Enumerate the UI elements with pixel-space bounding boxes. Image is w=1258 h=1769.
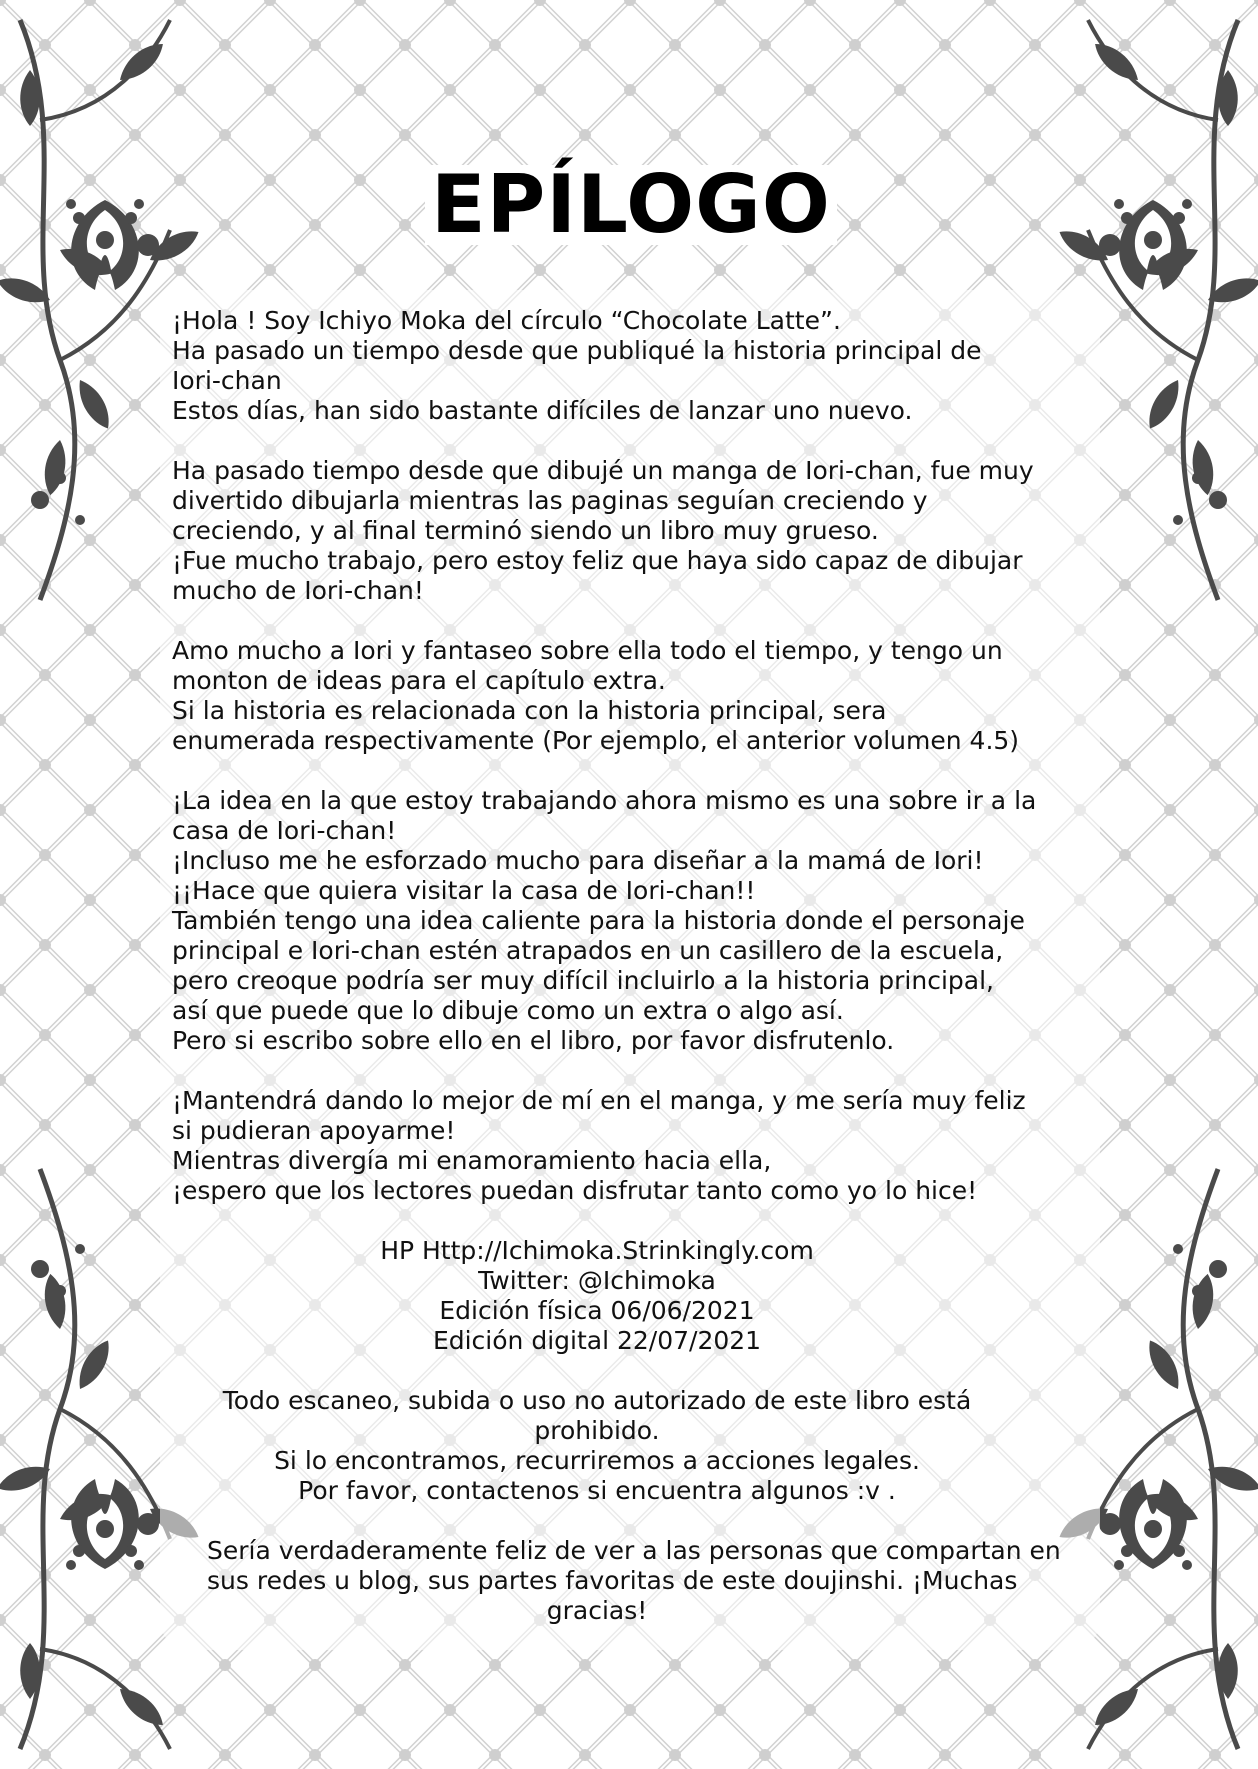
text-line: Sería verdaderamente feliz de ver a las personas que compartan en: [207, 1536, 1061, 1565]
text-line: creciendo, y al final terminó siendo un libro muy grueso.: [172, 516, 879, 545]
text-line: Ha pasado un tiempo desde que publiqué la historia principal de: [172, 336, 982, 365]
text-line: enumerada respectivamente (Por ejemplo, el anterior volumen 4.5): [172, 726, 1020, 755]
paragraph-current-work: [172, 786, 1082, 1056]
text-line: Si la historia es relacionada con la historia principal, sera: [172, 696, 887, 725]
physical-edition-date: Edición física 06/06/2021: [439, 1296, 755, 1325]
text-line: ¡Mantendrá dando lo mejor de mí en el manga, y me sería muy feliz: [172, 1086, 1026, 1115]
text-line: monton de ideas para el capítulo extra.: [172, 666, 666, 695]
text-line: ¡La idea en la que estoy trabajando ahora mismo es una sobre ir a la: [172, 786, 1037, 815]
paragraph-greeting: [172, 306, 1082, 426]
page-title: EPÍLOGO: [425, 165, 837, 245]
text-line: sus redes u blog, sus partes favoritas de este doujinshi. ¡Muchas: [207, 1566, 1018, 1595]
text-line: prohibido.: [534, 1416, 660, 1445]
text-line: Por favor, contactenos si encuentra algunos :v .: [298, 1476, 896, 1505]
text-line: Pero si escribo sobre ello en el libro, por favor disfrutenlo.: [172, 1026, 895, 1055]
text-line: Mientras divergía mi enamoramiento hacia ella,: [172, 1146, 772, 1175]
paragraph-thanks: [172, 1086, 1082, 1206]
text-line: pero creoque podría ser muy difícil incluirlo a la historia principal,: [172, 966, 994, 995]
text-line: Iori-chan: [172, 366, 282, 395]
text-line: ¡¡Hace que quiera visitar la casa de Iori-chan!!: [172, 876, 756, 905]
text-line: También tengo una idea caliente para la historia donde el personaje: [172, 906, 1025, 935]
text-line: casa de Iori-chan!: [172, 816, 397, 845]
text-line: mucho de Iori-chan!: [172, 576, 424, 605]
text-line: si pudieran apoyarme!: [172, 1116, 456, 1145]
copyright-notice: [207, 1386, 987, 1506]
text-line: Estos días, han sido bastante difíciles de lanzar uno nuevo.: [172, 396, 913, 425]
text-line: ¡Incluso me he esforzado mucho para diseñar a la mamá de Iori!: [172, 846, 984, 875]
text-line: gracias!: [546, 1596, 648, 1625]
paragraph-ideas: [172, 636, 1082, 756]
text-line: Si lo encontramos, recurriremos a acciones legales.: [274, 1446, 920, 1475]
text-line: divertido dibujarla mientras las paginas seguían creciendo y: [172, 486, 928, 515]
epilogue-body: [172, 306, 1082, 1656]
website-url: HP Http://Ichimoka.Strinkingly.com: [380, 1236, 814, 1265]
text-line: ¡Hola ! Soy Ichiyo Moka del círculo “Chocolate Latte”.: [172, 306, 841, 335]
text-line: Todo escaneo, subida o uso no autorizado de este libro está: [222, 1386, 972, 1415]
text-line: ¡espero que los lectores puedan disfrutar tanto como yo lo hice!: [172, 1176, 978, 1205]
credits-block: [207, 1236, 987, 1356]
text-line: ¡Fue mucho trabajo, pero estoy feliz que haya sido capaz de dibujar: [172, 546, 1023, 575]
text-line: Ha pasado tiempo desde que dibujé un manga de Iori-chan, fue muy: [172, 456, 1034, 485]
text-line: así que puede que lo dibuje como un extra o algo así.: [172, 996, 844, 1025]
paragraph-drawing: [172, 456, 1082, 606]
digital-edition-date: Edición digital 22/07/2021: [432, 1326, 762, 1355]
twitter-handle: Twitter: @Ichimoka: [478, 1266, 716, 1295]
text-line: principal e Iori-chan estén atrapados en un casillero de la escuela,: [172, 936, 1004, 965]
text-line: Amo mucho a Iori y fantaseo sobre ella todo el tiempo, y tengo un: [172, 636, 1003, 665]
closing-message: [207, 1536, 1061, 1626]
